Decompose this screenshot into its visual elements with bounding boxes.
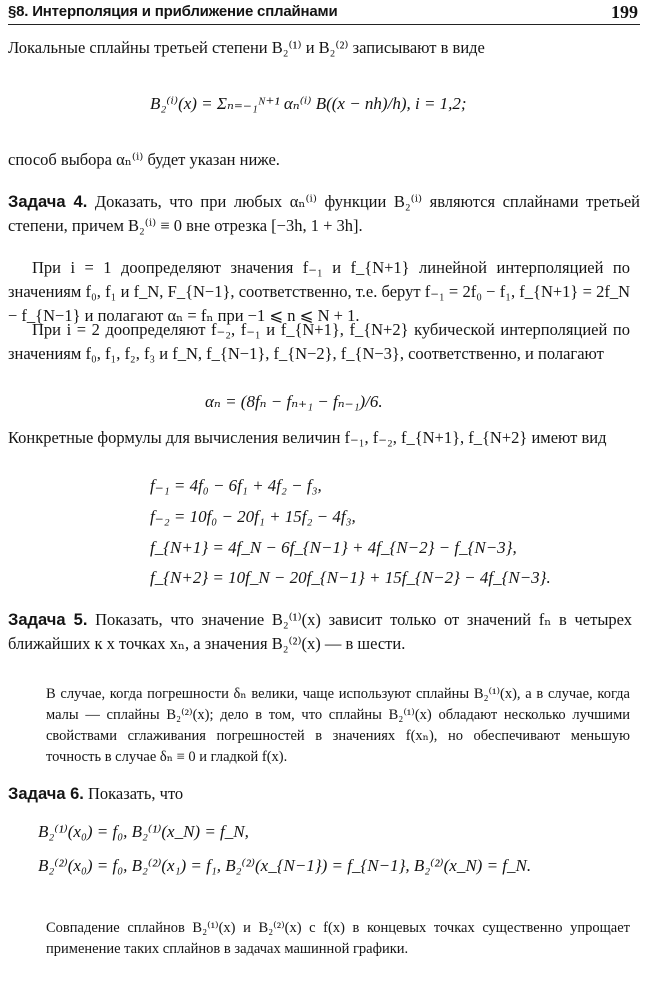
- formula-spline-sum: [150, 74, 550, 138]
- paragraph-linear-interp-text: При i = 1 доопределяют значения f₋₁ и f_{N+1} линейной интерполяцией по значениям f₀, f₁ и f_N, F_{N−1}, соответственно, т.е. берут f₋₁ = 2f₀ − f₁, f_{N+1} = 2f_N − f_{N−1} и полагают αₙ = fₙ при −1 ⩽ n ⩽ N + 1.: [8, 258, 630, 325]
- task6-block: [8, 782, 640, 806]
- formula-f-minus2: f₋₂ = 10f₀ − 20f₁ + 15f₂ − 4f₃,: [150, 507, 356, 526]
- formula-spline-sum-text: B₂⁽ⁱ⁾(x) = Σₙ₌₋₁ᴺ⁺¹ αₙ⁽ⁱ⁾ B((x − nh)/h), i = 1,2;: [150, 94, 467, 113]
- paragraph-cubic-interp-text: При i = 2 доопределяют f₋₂, f₋₁ и f_{N+1}, f_{N+2} кубической интерполяцией по значениям f₀, f₁, f₂, f₃ и f_N, f_{N−1}, f_{N−2}, f_{N−3}, соответственно, и полагают: [8, 320, 630, 363]
- paragraph-concrete-formulas: [8, 426, 630, 450]
- task4-text: Доказать, что при любых αₙ⁽ⁱ⁾ функции B₂⁽ⁱ⁾ являются сплайнами третьей степени, причем B₂⁽ⁱ⁾ ≡ 0 вне отрезка [−3h, 1 + 3h].: [8, 192, 641, 235]
- intro-after-text: [8, 148, 640, 172]
- task4-label: Задача 4.: [8, 193, 88, 211]
- section-title: §8. Интерполяция и приближение сплайнами: [8, 3, 338, 20]
- note-smoothing: [46, 684, 630, 768]
- intro-text: [8, 36, 640, 60]
- formula-alpha: αₙ = (8fₙ − fₙ₊₁ − fₙ₋₁)/6.: [205, 392, 383, 411]
- paragraph-cubic-interp: [8, 318, 630, 366]
- task6-label: Задача 6.: [8, 785, 84, 803]
- page-header: [8, 2, 640, 25]
- formula-task6-line1: B₂⁽¹⁾(x₀) = f₀, B₂⁽¹⁾(x_N) = f_N,: [38, 822, 249, 841]
- intro-after-content: способ выбора αₙ⁽ⁱ⁾ будет указан ниже.: [8, 150, 280, 169]
- paragraph-concrete-formulas-text: Конкретные формулы для вычисления величин f₋₁, f₋₂, f_{N+1}, f_{N+2} имеют вид: [8, 428, 607, 447]
- note-smoothing-text: В случае, когда погрешности δₙ велики, чаще используют сплайны B₂⁽¹⁾(x), а в случае, когда малы — сплайны B₂⁽²⁾(x); дело в том, что сплайны B₂⁽¹⁾(x) обладают несколько лучшими свойствами сглаживания погрешностей в значениях f(xₙ), но обеспечивают меньшую точность в случае δₙ ≡ 0 и гладкой f(x).: [46, 686, 630, 765]
- task5-label: Задача 5.: [8, 611, 88, 629]
- note-endpoints: [46, 918, 630, 960]
- task5-text: Показать, что значение B₂⁽¹⁾(x) зависит только от значений fₙ в четырех ближайших к x точках xₙ, а значения B₂⁽²⁾(x) — в шести.: [8, 610, 633, 653]
- formula-f-nplus2: f_{N+2} = 10f_N − 20f_{N−1} + 15f_{N−2} − 4f_{N−3}.: [150, 568, 551, 587]
- page-number: 199: [611, 2, 638, 22]
- note-endpoints-text: Совпадение сплайнов B₂⁽¹⁾(x) и B₂⁽²⁾(x) с f(x) в концевых точках существенно упрощает применение таких сплайнов в задачах машинной графики.: [46, 920, 630, 957]
- task6-text: Показать, что: [87, 784, 184, 803]
- formula-f-minus1: f₋₁ = 4f₀ − 6f₁ + 4f₂ − f₃,: [150, 476, 322, 495]
- formula-task6-line2: B₂⁽²⁾(x₀) = f₀, B₂⁽²⁾(x₁) = f₁, B₂⁽²⁾(x_{N−1}) = f_{N−1}, B₂⁽²⁾(x_N) = f_N.: [38, 856, 532, 875]
- intro-text-content: Локальные сплайны третьей степени B₂⁽¹⁾ и B₂⁽²⁾ записывают в виде: [8, 38, 485, 57]
- task5-block: [8, 608, 632, 656]
- task4-block: [8, 190, 640, 238]
- formula-f-nplus1: f_{N+1} = 4f_N − 6f_{N−1} + 4f_{N−2} − f_{N−3},: [150, 538, 517, 557]
